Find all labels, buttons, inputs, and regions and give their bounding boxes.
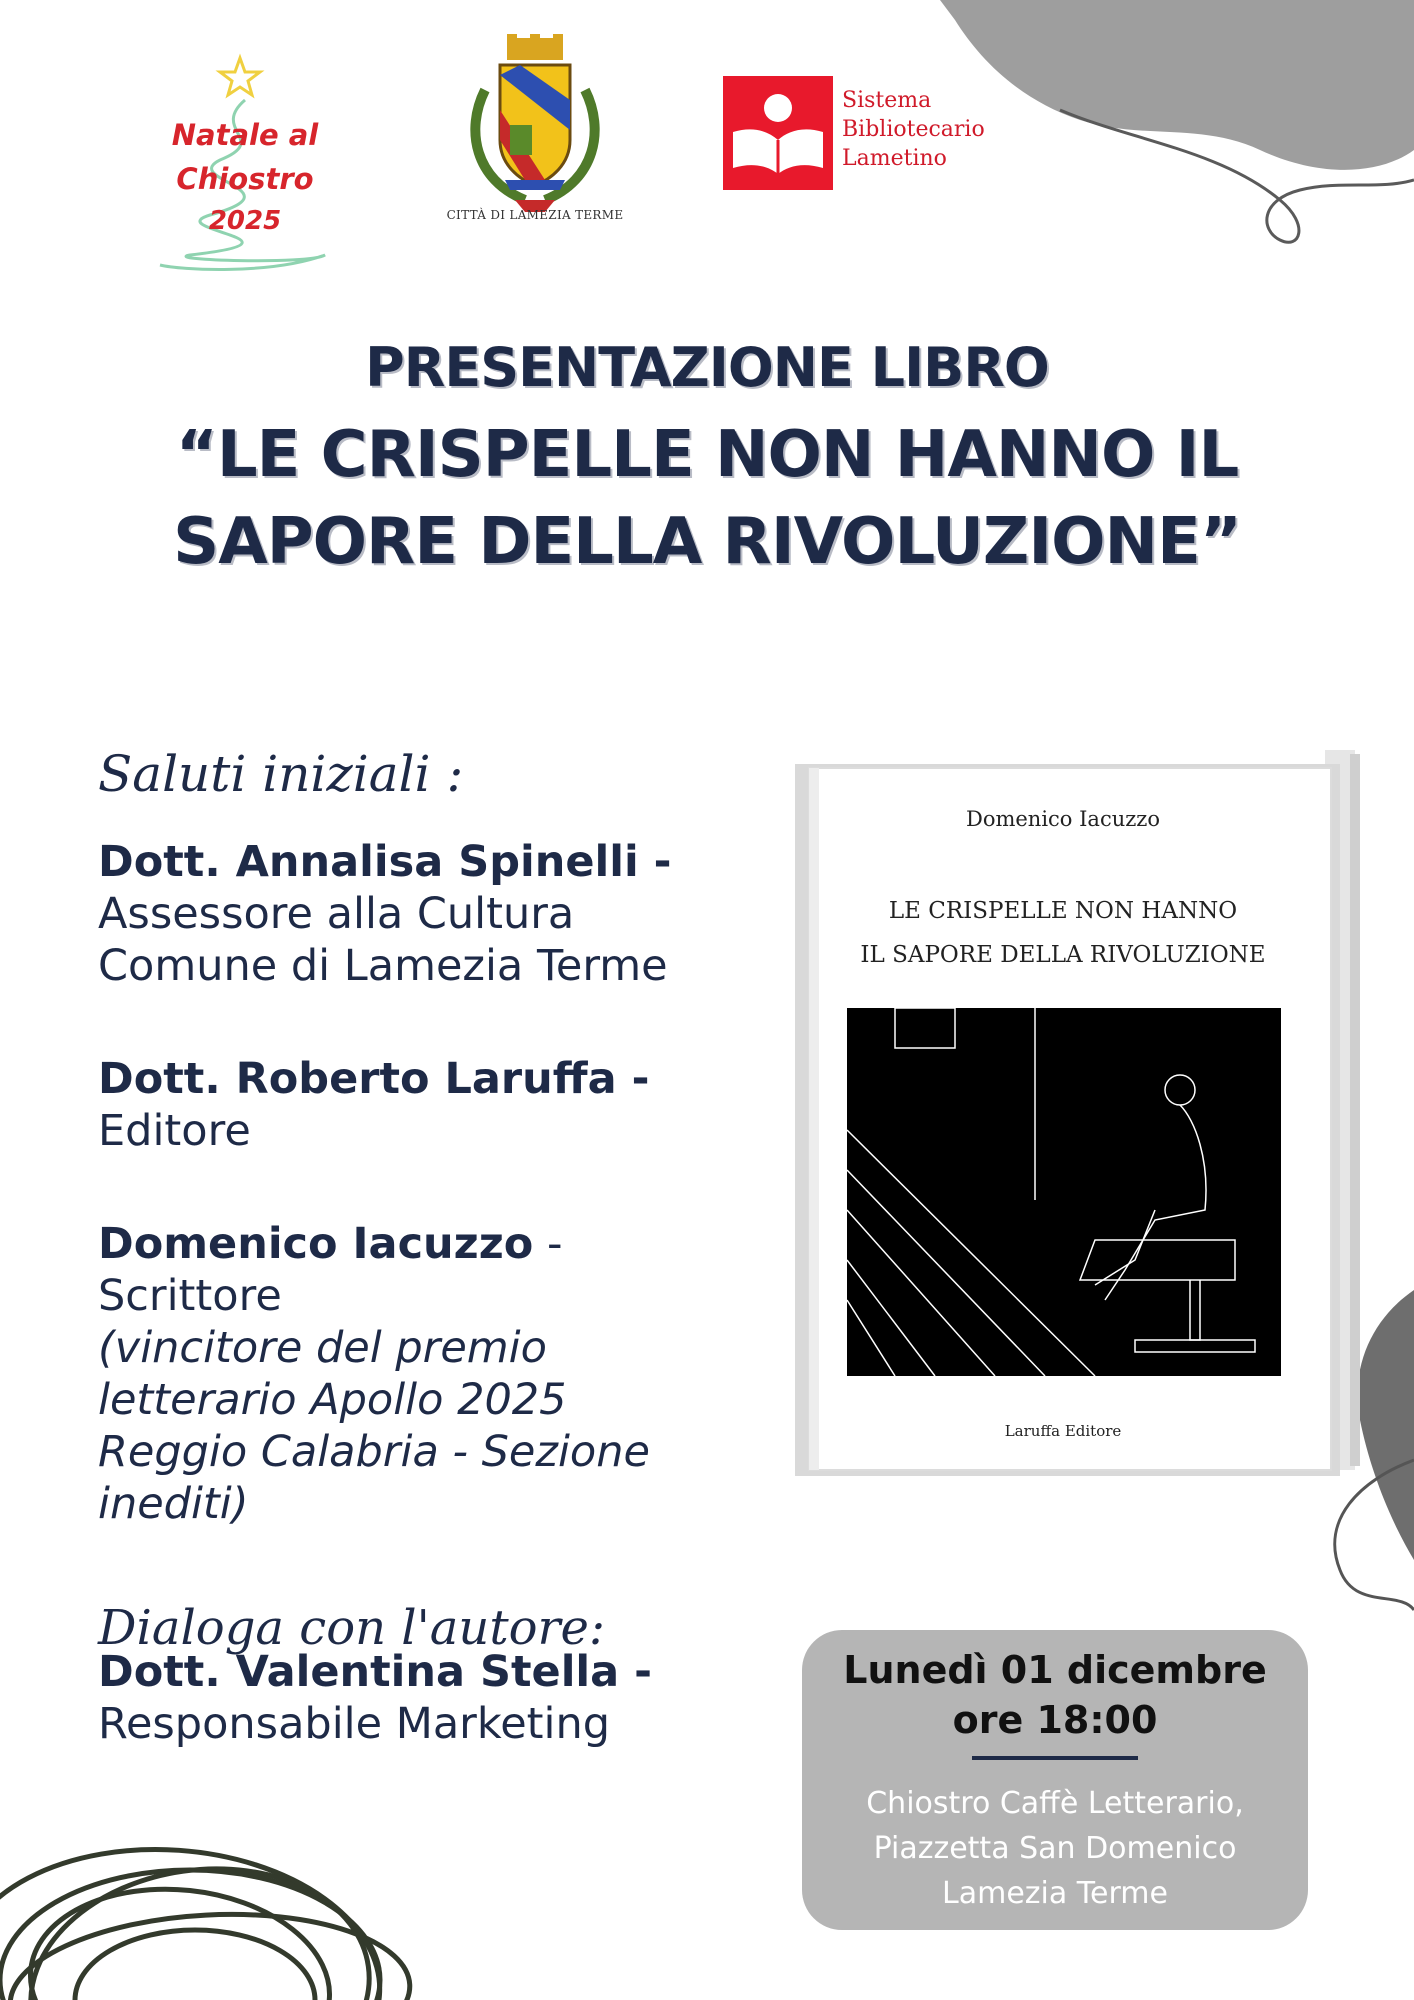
natale-al-chiostro-logo: [150, 50, 340, 280]
moderator: [98, 1646, 652, 1750]
natale-line-3: 2025: [208, 206, 282, 236]
speaker-1-role-1: Assessore alla Cultura: [98, 889, 575, 939]
speaker-3-role: Scrittore: [98, 1271, 282, 1321]
sbl-line-2: Bibliotecario: [842, 117, 985, 142]
sbl-line-3: Lametino: [842, 146, 947, 171]
title-line-1: PRESENTAZIONE LIBRO: [365, 336, 1049, 399]
book-title-line-1: LE CRISPELLE NON HANNO: [888, 898, 1238, 924]
speaker-3-note-4: inediti): [98, 1479, 249, 1529]
speaker-2: [98, 1053, 649, 1157]
speaker-2-role: Editore: [98, 1106, 251, 1156]
speaker-3-dash: -: [533, 1219, 563, 1269]
book-author: Domenico Iacuzzo: [965, 807, 1161, 831]
event-info-box: [802, 1630, 1308, 1930]
dialoga-heading: Dialoga con l'autore:: [98, 1600, 606, 1656]
speaker-1: [98, 836, 672, 992]
crest-caption: CITTÀ DI LAMEZIA TERME: [446, 208, 624, 222]
book-publisher: Laruffa Editore: [1004, 1422, 1122, 1440]
speaker-3-note-3: Reggio Calabria - Sezione: [98, 1427, 650, 1477]
event-place-1: Chiostro Caffè Letterario,: [866, 1786, 1244, 1821]
event-time: ore 18:00: [952, 1698, 1158, 1742]
decorative-scribble: [0, 1780, 420, 2000]
info-divider: [972, 1756, 1138, 1760]
moderator-name: Dott. Valentina Stella -: [98, 1647, 653, 1697]
speaker-1-name: Dott. Annalisa Spinelli -: [98, 837, 672, 887]
decorative-blob-top: [940, 0, 1414, 260]
moderator-role: Responsabile Marketing: [98, 1699, 611, 1749]
natale-line-2: Chiostro: [176, 162, 314, 196]
speaker-1-role-2: Comune di Lamezia Terme: [98, 941, 668, 991]
title-line-2: “LE CRISPELLE NON HANNO IL: [175, 418, 1239, 492]
event-date: Lunedì 01 dicembre: [843, 1648, 1267, 1692]
natale-line-1: Natale al: [171, 118, 319, 152]
city-crest-icon: [455, 30, 615, 230]
speaker-3-note-2: letterario Apollo 2025: [98, 1375, 567, 1425]
saluti-heading: Saluti iniziali :: [98, 745, 464, 803]
speaker-2-name: Dott. Roberto Laruffa -: [98, 1054, 650, 1104]
speaker-3-note-1: (vincitore del premio: [98, 1323, 547, 1373]
speaker-3: [98, 1218, 650, 1530]
library-book-icon: [723, 76, 833, 190]
event-place-3: Lamezia Terme: [942, 1876, 1168, 1911]
title-line-3: SAPORE DELLA RIVOLUZIONE”: [173, 505, 1241, 579]
book-title-line-2: IL SAPORE DELLA RIVOLUZIONE: [860, 942, 1266, 968]
speaker-3-name: Domenico Iacuzzo: [98, 1219, 534, 1269]
book-cover-image: [795, 740, 1367, 1480]
sbl-line-1: Sistema: [842, 88, 932, 113]
event-place-2: Piazzetta San Domenico: [873, 1831, 1237, 1866]
